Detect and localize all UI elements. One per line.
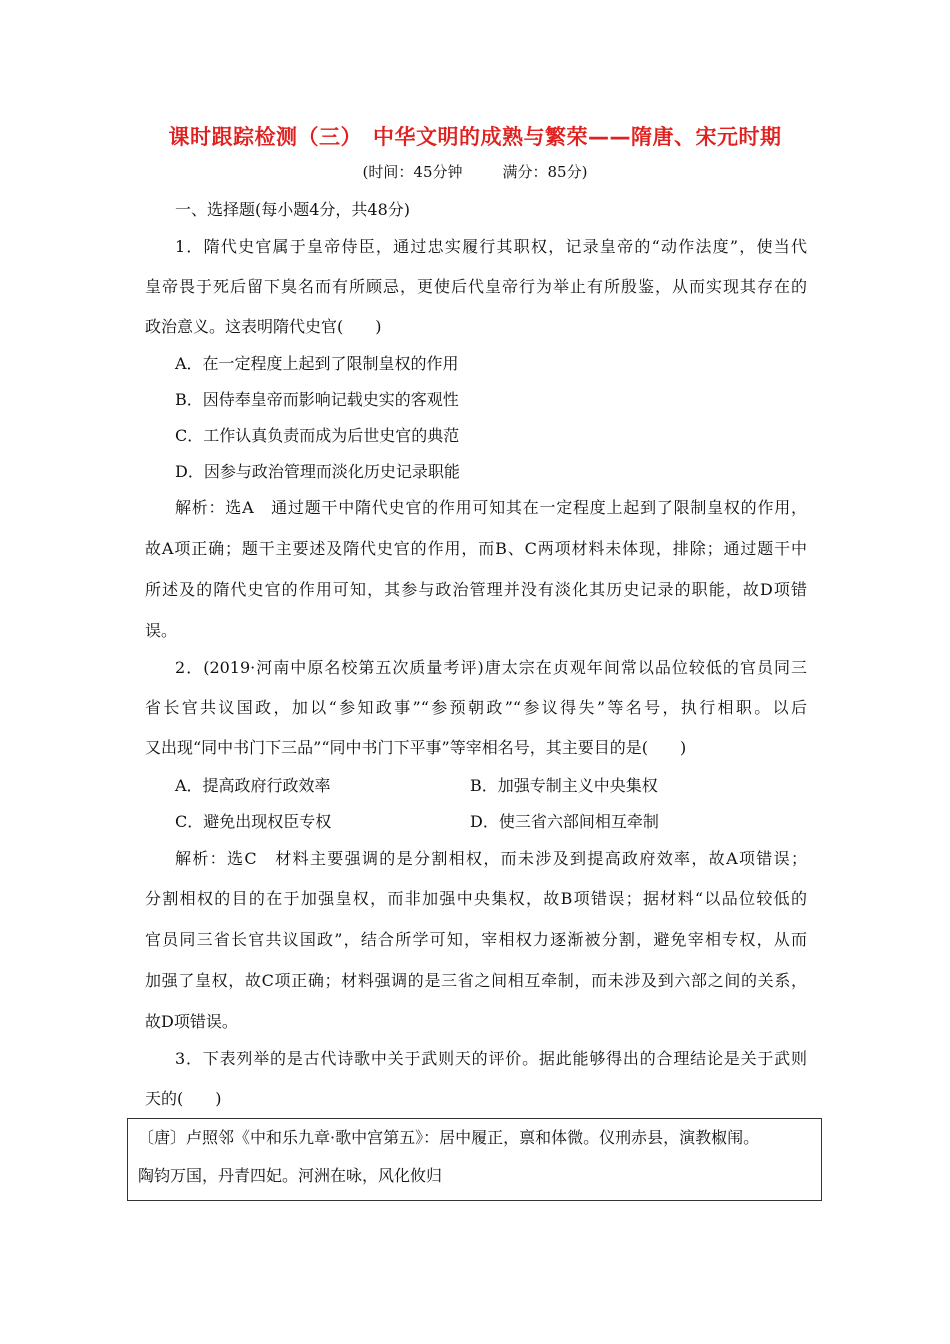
q2-stem-line: 省长官共议国政，加以“参知政事”“参预朝政”“参议得失”等名号，执行相职。以后 (145, 698, 807, 717)
q2-analysis-line: 解析：选C 材料主要强调的是分割相权，而未涉及到提高政府效率，故A项错误； (175, 849, 807, 868)
poem-quote-box (127, 1118, 822, 1201)
q2-analysis-line: 分割相权的目的在于加强皇权，而非加强中央集权，故B项错误；据材料“以品位较低的 (145, 889, 807, 908)
q1-analysis-line: 解析：选A 通过题干中隋代史官的作用可知其在一定程度上起到了限制皇权的作用， (175, 498, 807, 517)
q1-stem-line: 政治意义。这表明隋代史官( ) (145, 317, 382, 336)
poem-quote-line: 陶钧万国，丹青四妃。河洲在咏，风化攸归 (138, 1166, 443, 1185)
section-heading: 一、选择题(每小题4分，共48分) (175, 200, 411, 219)
q2-option-b: B．加强专制主义中央集权 (470, 776, 658, 795)
q1-option-b: B．因侍奉皇帝而影响记载史实的客观性 (175, 390, 459, 409)
q2-option-c: C．避免出现权臣专权 (175, 812, 332, 831)
q1-option-c: C．工作认真负责而成为后世史官的典范 (175, 426, 460, 445)
q1-option-a: A．在一定程度上起到了限制皇权的作用 (175, 354, 459, 373)
q1-analysis-line: 故A项正确；题干主要述及隋代史官的作用，而B、C两项材料未体现，排除；通过题干中 (145, 539, 807, 558)
q1-stem-line: 皇帝畏于死后留下臭名而有所顾忌，更使后代皇帝行为举止有所殷鉴，从而实现其存在的 (145, 277, 807, 296)
total-score: 满分：85分) (502, 163, 588, 181)
q2-analysis-line: 官员同三省长官共议国政”，结合所学可知，宰相权力逐渐被分割，避免宰相专权，从而 (145, 930, 807, 949)
q2-stem-line: 2．(2019·河南中原名校第五次质量考评)唐太宗在贞观年间常以品位较低的官员同三 (175, 658, 807, 677)
page-title: 课时跟踪检测（三） 中华文明的成熟与繁荣——隋唐、宋元时期 (168, 125, 782, 149)
q2-stem-line: 又出现“同中书门下三品”“同中书门下平事”等宰相名号，其主要目的是( ) (145, 738, 687, 757)
q2-option-d: D．使三省六部间相互牵制 (470, 812, 659, 831)
time-limit: (时间：45分钟 (362, 163, 463, 181)
q2-analysis-line: 加强了皇权，故C项正确；材料强调的是三省之间相互牵制，而未涉及到六部之间的关系， (145, 971, 807, 990)
q1-analysis-line: 所述及的隋代史官的作用可知，其参与政治管理并没有淡化其历史记录的职能，故D项错 (145, 580, 807, 599)
q2-option-a: A．提高政府行政效率 (175, 776, 331, 795)
q2-analysis-line: 故D项错误。 (145, 1012, 238, 1031)
q1-stem-line: 1．隋代史官属于皇帝侍臣，通过忠实履行其职权，记录皇帝的“动作法度”，使当代 (175, 237, 807, 256)
q1-analysis-line: 误。 (145, 621, 178, 640)
q3-stem-line: 3．下表列举的是古代诗歌中关于武则天的评价。据此能够得出的合理结论是关于武则 (175, 1049, 807, 1068)
poem-quote-line: 〔唐〕卢照邻《中和乐九章·歌中宫第五》：居中履正，禀和体微。仪刑赤县，演教椒闱。 (138, 1128, 760, 1147)
exam-info (0, 161, 950, 182)
q1-option-d: D．因参与政治管理而淡化历史记录职能 (175, 462, 460, 481)
q3-stem-line: 天的( ) (145, 1089, 222, 1108)
